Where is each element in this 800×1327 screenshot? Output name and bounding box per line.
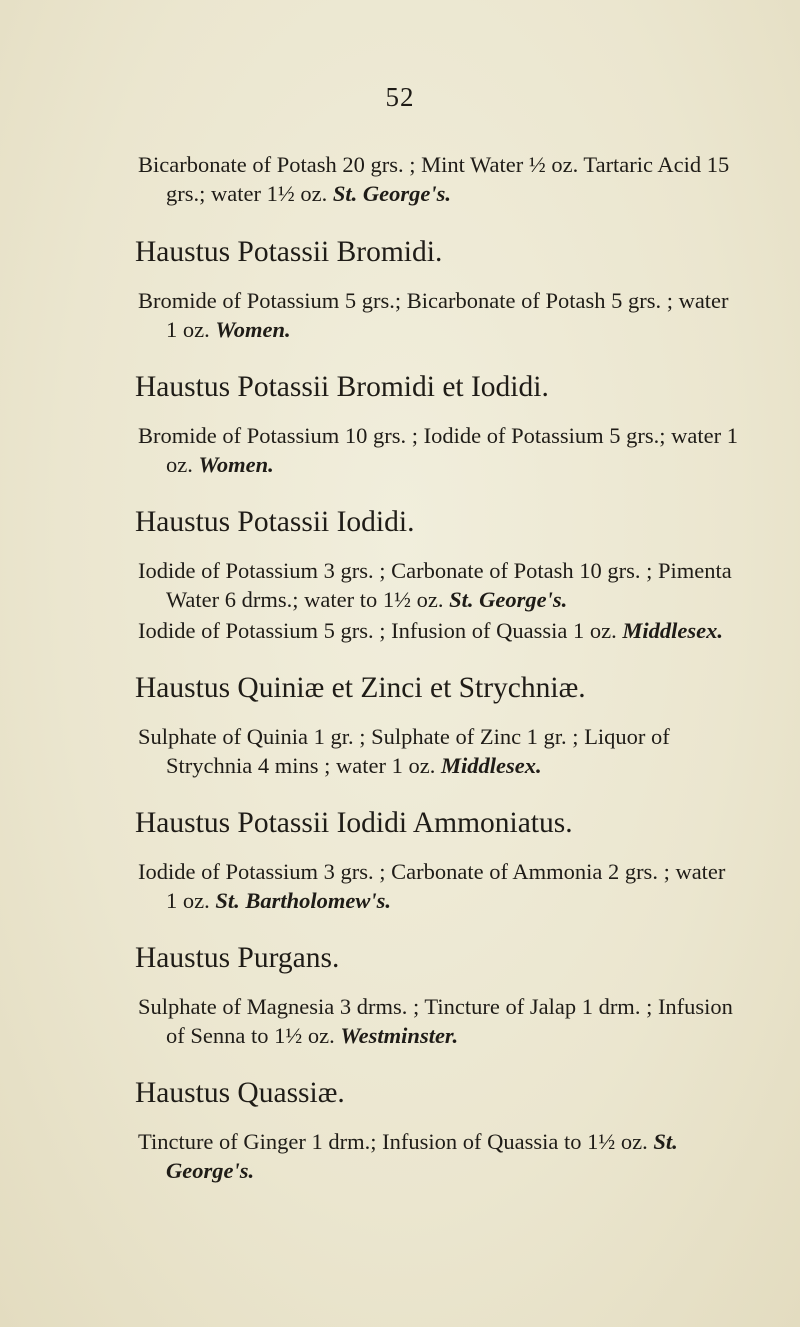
recipe-entry: [138, 992, 738, 1050]
formula-section: [135, 234, 738, 344]
formula-heading: Haustus Quiniæ et Zinci et Strychniæ.: [135, 672, 586, 704]
formula-heading: Haustus Quassiæ.: [135, 1077, 345, 1109]
hospital-source: Women.: [215, 317, 291, 342]
formula-heading: Haustus Potassii Bromidi.: [135, 236, 443, 268]
hospital-source: St. George's.: [166, 1129, 678, 1183]
recipe-entry: [138, 286, 738, 344]
formula-section: [135, 369, 738, 479]
recipe-entry: [138, 857, 738, 915]
recipe-text: Sulphate of Magnesia 3 drms. ; Tincture of Jalap 1 drm. ; Infusion of Senna to 1½ oz.: [138, 994, 733, 1048]
recipe-text: Iodide of Potassium 3 grs. ; Carbonate of Ammonia 2 grs. ; water 1 oz.: [138, 859, 726, 913]
hospital-source: Middlesex.: [440, 753, 542, 778]
recipe-text: Bicarbonate of Potash 20 grs. ; Mint Water ½ oz. Tartaric Acid 15 grs.; water 1½ oz.: [138, 152, 730, 206]
hospital-source: St. George's.: [332, 181, 451, 206]
hospital-source: Westminster.: [340, 1023, 459, 1048]
intro-entry: [138, 150, 738, 208]
formula-heading: Haustus Potassii Iodidi.: [135, 506, 415, 538]
formula-section: [135, 670, 738, 780]
formula-section: [135, 504, 738, 645]
recipe-entry: [138, 616, 738, 645]
recipe-text: Iodide of Potassium 5 grs. ; Infusion of Quassia 1 oz.: [138, 618, 617, 643]
formula-section: [135, 805, 738, 915]
recipe-text: Bromide of Potassium 5 grs.; Bicarbonate of Potash 5 grs. ; water 1 oz.: [138, 288, 729, 342]
recipe-entry: [138, 421, 738, 479]
page-content: [135, 150, 738, 1210]
recipe-entry: [138, 722, 738, 780]
recipe-text: Iodide of Potassium 3 grs. ; Carbonate of Potash 10 grs. ; Pimenta Water 6 drms.; water to 1½ oz.: [138, 558, 732, 612]
hospital-source: Women.: [198, 452, 274, 477]
page-number: 52: [385, 82, 415, 112]
hospital-source: Middlesex.: [622, 618, 723, 643]
hospital-source: St. Bartholomew's.: [215, 888, 392, 913]
hospital-source: St. George's.: [449, 587, 568, 612]
recipe-entry: [138, 150, 738, 208]
formula-section: [135, 940, 738, 1050]
recipe-entry: [138, 1127, 738, 1185]
formula-heading: Haustus Purgans.: [135, 942, 340, 974]
formula-section: [135, 1075, 738, 1185]
formula-heading: Haustus Potassii Iodidi Ammoniatus.: [135, 807, 573, 839]
recipe-entry: [138, 556, 738, 614]
recipe-text: Sulphate of Quinia 1 gr. ; Sulphate of Zinc 1 gr. ; Liquor of Strychnia 4 mins ; water 1 oz.: [138, 724, 670, 778]
recipe-text: Tincture of Ginger 1 drm.; Infusion of Quassia to 1½ oz.: [138, 1129, 648, 1154]
formula-heading: Haustus Potassii Bromidi et Iodidi.: [135, 371, 549, 403]
recipe-text: Bromide of Potassium 10 grs. ; Iodide of Potassium 5 grs.; water 1 oz.: [138, 423, 738, 477]
